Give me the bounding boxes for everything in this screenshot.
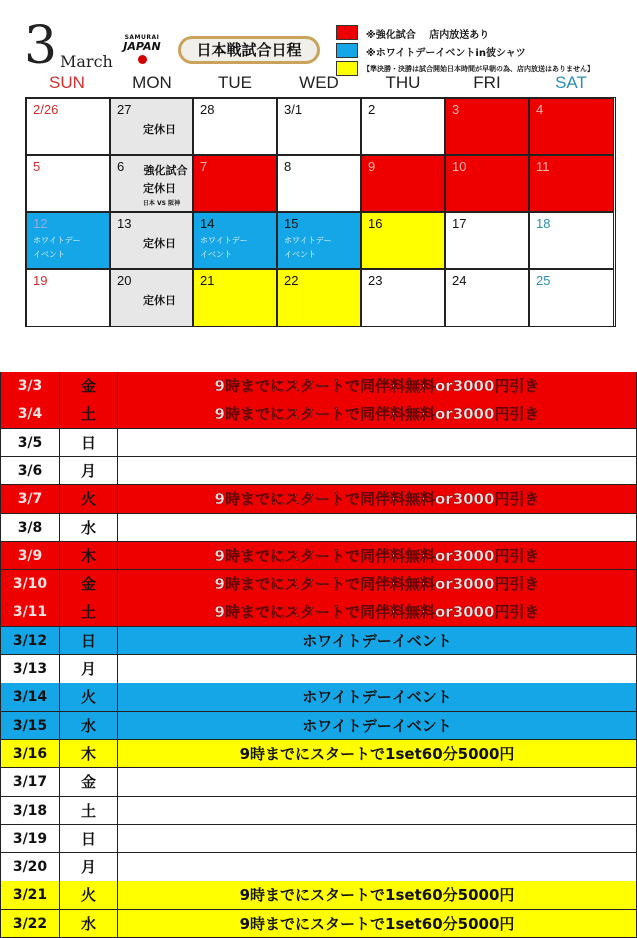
calendar-day <box>445 269 529 327</box>
calendar-day <box>26 212 110 269</box>
event-label: イベント <box>200 250 232 259</box>
calendar-day <box>110 155 193 212</box>
description-cell: ホワイトデーイベント <box>118 683 637 711</box>
day-number: 16 <box>368 216 383 231</box>
table-row <box>0 683 637 712</box>
closed-day-note: 定休日 <box>143 123 176 136</box>
table-row <box>0 598 637 627</box>
table-row <box>0 768 637 797</box>
weekday-cell: 日 <box>60 825 118 853</box>
day-number: 27 <box>117 102 132 117</box>
weekday-cell: 木 <box>60 542 118 570</box>
description-cell <box>118 853 637 881</box>
description-cell: 9時までにスタートで1set60分5000円 <box>118 881 637 909</box>
day-number: 28 <box>200 102 215 117</box>
page-title: 日本戦試合日程 <box>178 36 320 64</box>
calendar-day <box>26 155 110 212</box>
table-row <box>0 712 637 741</box>
table-row <box>0 400 637 429</box>
table-row <box>0 372 637 401</box>
blue-swatch-icon <box>336 43 358 58</box>
description-cell: 9時までにスタートで同伴料無料or3000円引き <box>118 372 637 400</box>
day-number: 15 <box>284 216 299 231</box>
weekday-2: TUE <box>218 73 252 92</box>
weekday-cell: 土 <box>60 598 118 626</box>
calendar-day <box>110 269 193 327</box>
date-cell: 3/11 <box>0 598 60 626</box>
day-number: 19 <box>33 273 48 288</box>
table-row <box>0 570 637 599</box>
calendar-day <box>277 98 361 155</box>
event-label: イベント <box>33 250 65 259</box>
calendar-day <box>529 212 614 269</box>
day-number: 13 <box>117 216 132 231</box>
weekday-cell: 木 <box>60 740 118 768</box>
month-name: March <box>60 52 113 71</box>
date-cell: 3/16 <box>0 740 60 768</box>
calendar-day <box>193 155 277 212</box>
description-cell <box>118 797 637 825</box>
calendar-day <box>529 155 614 212</box>
legend <box>336 25 636 79</box>
date-cell: 3/12 <box>0 627 60 655</box>
day-number: 20 <box>117 273 132 288</box>
date-cell: 3/10 <box>0 570 60 598</box>
day-number: 17 <box>452 216 467 231</box>
description-cell: 9時までにスタートで同伴料無料or3000円引き <box>118 485 637 513</box>
description-cell <box>118 514 637 542</box>
day-number: 6 <box>117 159 125 174</box>
day-number: 2 <box>368 102 376 117</box>
day-number: 14 <box>200 216 215 231</box>
calendar-day <box>277 155 361 212</box>
weekday-3: WED <box>299 73 339 92</box>
closed-day-note: 定休日 <box>143 294 176 307</box>
table-row <box>0 485 637 514</box>
calendar-day <box>445 155 529 212</box>
table-row <box>0 627 637 656</box>
description-cell: 9時までにスタートで同伴料無料or3000円引き <box>118 570 637 598</box>
description-cell: ホワイトデーイベント <box>118 627 637 655</box>
description-cell <box>118 655 637 683</box>
logo-line1: SAMURAI <box>124 34 160 41</box>
description-cell: 9時までにスタートで同伴料無料or3000円引き <box>118 598 637 626</box>
calendar-day <box>361 98 445 155</box>
date-cell: 3/6 <box>0 457 60 485</box>
weekday-cell: 月 <box>60 853 118 881</box>
weekday-cell: 金 <box>60 372 118 400</box>
description-cell <box>118 457 637 485</box>
calendar-day <box>529 98 614 155</box>
date-cell: 3/8 <box>0 514 60 542</box>
match-note: 強化試合 <box>143 164 188 177</box>
date-cell: 3/20 <box>0 853 60 881</box>
date-cell: 3/4 <box>0 400 60 428</box>
calendar-day <box>26 269 110 327</box>
weekday-5: FRI <box>473 73 501 92</box>
calendar-day <box>529 269 614 327</box>
day-number: 4 <box>536 102 544 117</box>
red-swatch-icon <box>336 25 358 40</box>
day-number: 21 <box>200 273 215 288</box>
logo-line2: JAPAN <box>123 40 161 53</box>
date-cell: 3/17 <box>0 768 60 796</box>
calendar-day <box>110 98 193 155</box>
weekday-cell: 月 <box>60 457 118 485</box>
day-number: 10 <box>452 159 467 174</box>
description-cell <box>118 768 637 796</box>
day-number: 2/26 <box>33 102 59 117</box>
calendar-day <box>193 212 277 269</box>
date-cell: 3/18 <box>0 797 60 825</box>
legend-label: 【準決勝・決勝は試合開始日本時間が早朝の為、店内放送はありません】 <box>363 65 594 73</box>
day-number: 9 <box>368 159 376 174</box>
description-cell: 9時までにスタートで1set60分5000円 <box>118 740 637 768</box>
day-number: 24 <box>452 273 467 288</box>
day-number: 23 <box>368 273 383 288</box>
date-cell: 3/5 <box>0 429 60 457</box>
calendar-day <box>361 269 445 327</box>
description-cell: 9時までにスタートで同伴料無料or3000円引き <box>118 400 637 428</box>
date-cell: 3/21 <box>0 881 60 909</box>
table-row <box>0 457 637 486</box>
description-cell <box>118 429 637 457</box>
event-label: ホワイトデー <box>200 236 248 245</box>
legend-item-blue <box>336 43 636 61</box>
day-number: 7 <box>200 159 208 174</box>
event-label: イベント <box>284 250 316 259</box>
date-cell: 3/13 <box>0 655 60 683</box>
table-row <box>0 853 637 882</box>
weekday-cell: 水 <box>60 514 118 542</box>
table-row <box>0 542 637 571</box>
weekday-cell: 日 <box>60 627 118 655</box>
calendar-day <box>193 269 277 327</box>
rising-sun-icon <box>138 55 147 64</box>
weekday-cell: 火 <box>60 485 118 513</box>
weekday-cell: 日 <box>60 429 118 457</box>
legend-label: ※強化試合 店内放送あり <box>366 30 490 41</box>
date-cell: 3/3 <box>0 372 60 400</box>
description-cell: 9時までにスタートで同伴料無料or3000円引き <box>118 542 637 570</box>
legend-label: ※ホワイトデーイベントin彼シャツ <box>366 48 526 59</box>
calendar-day <box>277 269 361 327</box>
weekday-4: THU <box>385 73 421 92</box>
day-number: 12 <box>33 216 48 231</box>
calendar-day <box>445 98 529 155</box>
date-cell: 3/22 <box>0 910 60 938</box>
calendar-day <box>110 212 193 269</box>
weekday-cell: 金 <box>60 768 118 796</box>
weekday-cell: 火 <box>60 881 118 909</box>
date-cell: 3/15 <box>0 712 60 740</box>
samurai-japan-logo <box>122 34 162 68</box>
date-cell: 3/9 <box>0 542 60 570</box>
event-label: ホワイトデー <box>33 236 81 245</box>
weekday-cell: 月 <box>60 655 118 683</box>
table-row <box>0 655 637 684</box>
day-number: 3/1 <box>284 102 303 117</box>
calendar-day <box>193 98 277 155</box>
calendar-day <box>361 155 445 212</box>
day-number: 18 <box>536 216 551 231</box>
calendar-grid <box>25 97 616 327</box>
weekday-1: MON <box>132 73 172 92</box>
table-row <box>0 825 637 854</box>
calendar-day <box>26 98 110 155</box>
description-cell: ホワイトデーイベント <box>118 712 637 740</box>
description-cell <box>118 825 637 853</box>
day-number: 25 <box>536 273 551 288</box>
day-number: 22 <box>284 273 299 288</box>
matchup-note: 日本 VS 阪神 <box>142 200 181 207</box>
weekday-cell: 火 <box>60 683 118 711</box>
date-cell: 3/19 <box>0 825 60 853</box>
closed-day-note: 定休日 <box>143 182 176 195</box>
table-row <box>0 514 637 543</box>
date-cell: 3/14 <box>0 683 60 711</box>
table-row <box>0 910 637 938</box>
date-cell: 3/7 <box>0 485 60 513</box>
closed-day-note: 定休日 <box>143 237 176 250</box>
table-row <box>0 740 637 769</box>
description-cell: 9時までにスタートで1set60分5000円 <box>118 910 637 938</box>
table-row <box>0 797 637 826</box>
calendar-day <box>277 212 361 269</box>
weekday-6: SAT <box>555 73 587 92</box>
weekday-cell: 金 <box>60 570 118 598</box>
weekday-cell: 水 <box>60 910 118 938</box>
day-number: 8 <box>284 159 292 174</box>
day-number: 5 <box>33 159 41 174</box>
day-number: 11 <box>536 159 550 174</box>
weekday-cell: 土 <box>60 797 118 825</box>
calendar-day <box>361 212 445 269</box>
weekday-cell: 土 <box>60 400 118 428</box>
table-row <box>0 429 637 458</box>
event-label: ホワイトデー <box>284 236 332 245</box>
weekday-cell: 水 <box>60 712 118 740</box>
calendar-day <box>445 212 529 269</box>
legend-item-red <box>336 25 636 43</box>
day-number: 3 <box>452 102 460 117</box>
weekday-0: SUN <box>49 73 85 92</box>
month-number: 3 <box>24 16 58 76</box>
table-row <box>0 881 637 910</box>
